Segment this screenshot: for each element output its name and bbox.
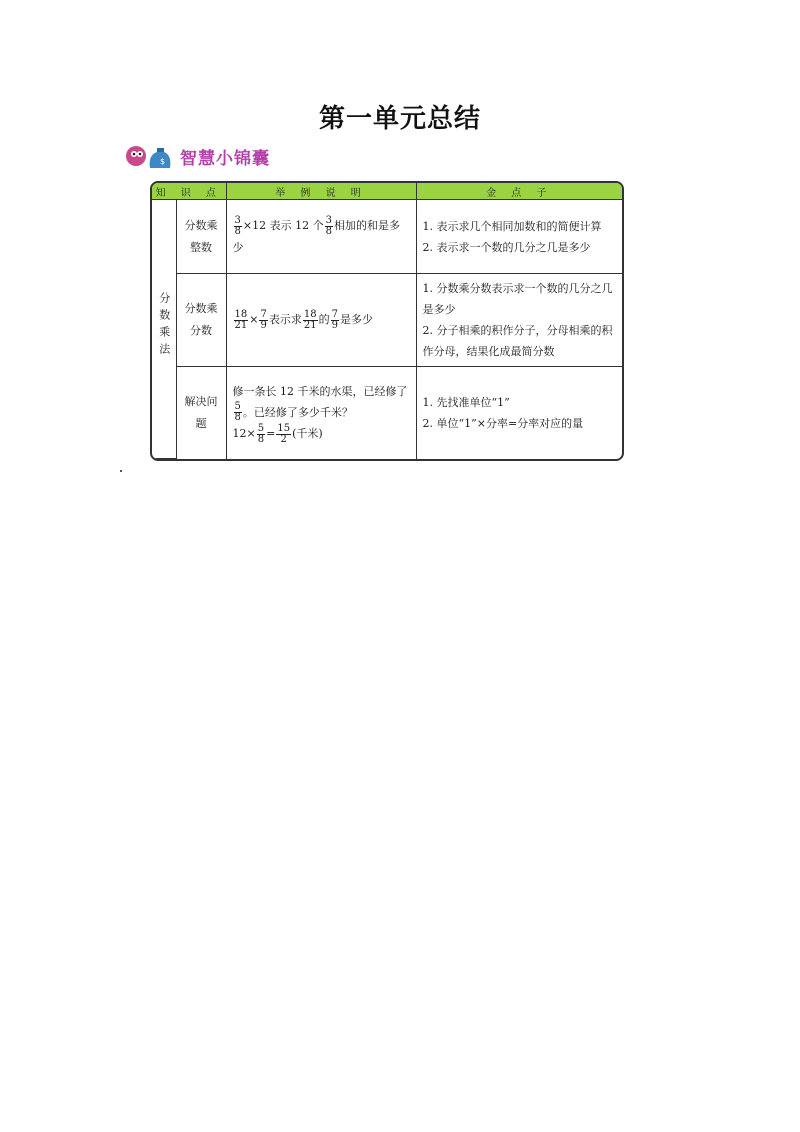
tips-cell xyxy=(416,367,622,459)
fraction: $\frac{3}{8}$ xyxy=(234,214,241,237)
tips-cell xyxy=(416,200,622,274)
category-label: 分数乘法 xyxy=(157,292,171,360)
example-text: = xyxy=(266,427,276,441)
example-cell xyxy=(226,367,416,459)
example-text: 是多少 xyxy=(339,313,373,327)
tip-item: 2. 单位“1”×分率=分率对应的量 xyxy=(422,416,584,430)
example-text: (千米) xyxy=(292,427,323,441)
section-banner xyxy=(124,140,270,172)
tip-item: 2. 表示求一个数的几分之几是多少 xyxy=(422,240,591,254)
fraction: $\frac{3}{8}$ xyxy=(325,214,332,237)
tip-item: 1. 分数乘分数表示求一个数的几分之几是多少 xyxy=(422,282,613,316)
topic-cell xyxy=(176,367,226,459)
fraction: $\frac{18}{21}$ xyxy=(303,308,317,331)
category-cell xyxy=(152,200,176,459)
example-text: 的 xyxy=(318,313,330,327)
banner-title: 智慧小锦囊 xyxy=(180,148,270,169)
example-cell xyxy=(226,200,416,274)
example-text: 。已经修了多少千米？ xyxy=(242,405,353,419)
example-text: 12× xyxy=(232,427,256,441)
fraction: $\frac{7}{9}$ xyxy=(331,308,338,331)
svg-text:$: $ xyxy=(160,157,166,166)
topic-label: 分数乘分数 xyxy=(184,302,218,337)
example-text: ×12 表示 12 个 xyxy=(242,219,324,233)
fraction: $\frac{7}{9}$ xyxy=(260,308,267,331)
header-tips: 金 点 子 xyxy=(416,183,622,200)
topic-label: 分数乘整数 xyxy=(184,218,218,254)
stray-dot xyxy=(120,470,122,472)
table-row xyxy=(152,200,622,274)
topic-label: 解决问题 xyxy=(184,394,218,430)
page-title: 第一单元总结 xyxy=(318,104,481,134)
example-text: × xyxy=(249,313,259,327)
mascot-icon xyxy=(124,141,176,171)
table-header-row xyxy=(152,183,622,200)
tip-item: 1. 先找准单位“1” xyxy=(422,395,510,409)
example-text: 修一条长 12 千米的水渠，已经修了 xyxy=(232,384,408,398)
example-cell xyxy=(226,274,416,367)
table-row xyxy=(152,274,622,367)
fraction: $\frac{15}{2}$ xyxy=(277,422,291,445)
example-text: 相加的和是多少 xyxy=(232,219,400,254)
tip-item: 2. 分子相乘的积作分子，分母相乘的积作分母，结果化成最简分数 xyxy=(422,324,613,358)
header-knowledge-point: 知 识 点 xyxy=(152,183,226,200)
fraction: $\frac{18}{21}$ xyxy=(234,308,248,331)
tips-cell xyxy=(416,274,622,367)
topic-cell xyxy=(176,274,226,367)
header-examples: 举 例 说 明 xyxy=(226,183,416,200)
topic-cell xyxy=(176,200,226,274)
fraction: $\frac{5}{8}$ xyxy=(234,401,241,424)
summary-table xyxy=(150,181,624,461)
example-text: 表示求 xyxy=(268,313,302,327)
table-row xyxy=(152,367,622,459)
fraction: $\frac{5}{8}$ xyxy=(257,422,265,445)
tip-item: 1. 表示求几个相同加数和的简便计算 xyxy=(422,219,602,233)
